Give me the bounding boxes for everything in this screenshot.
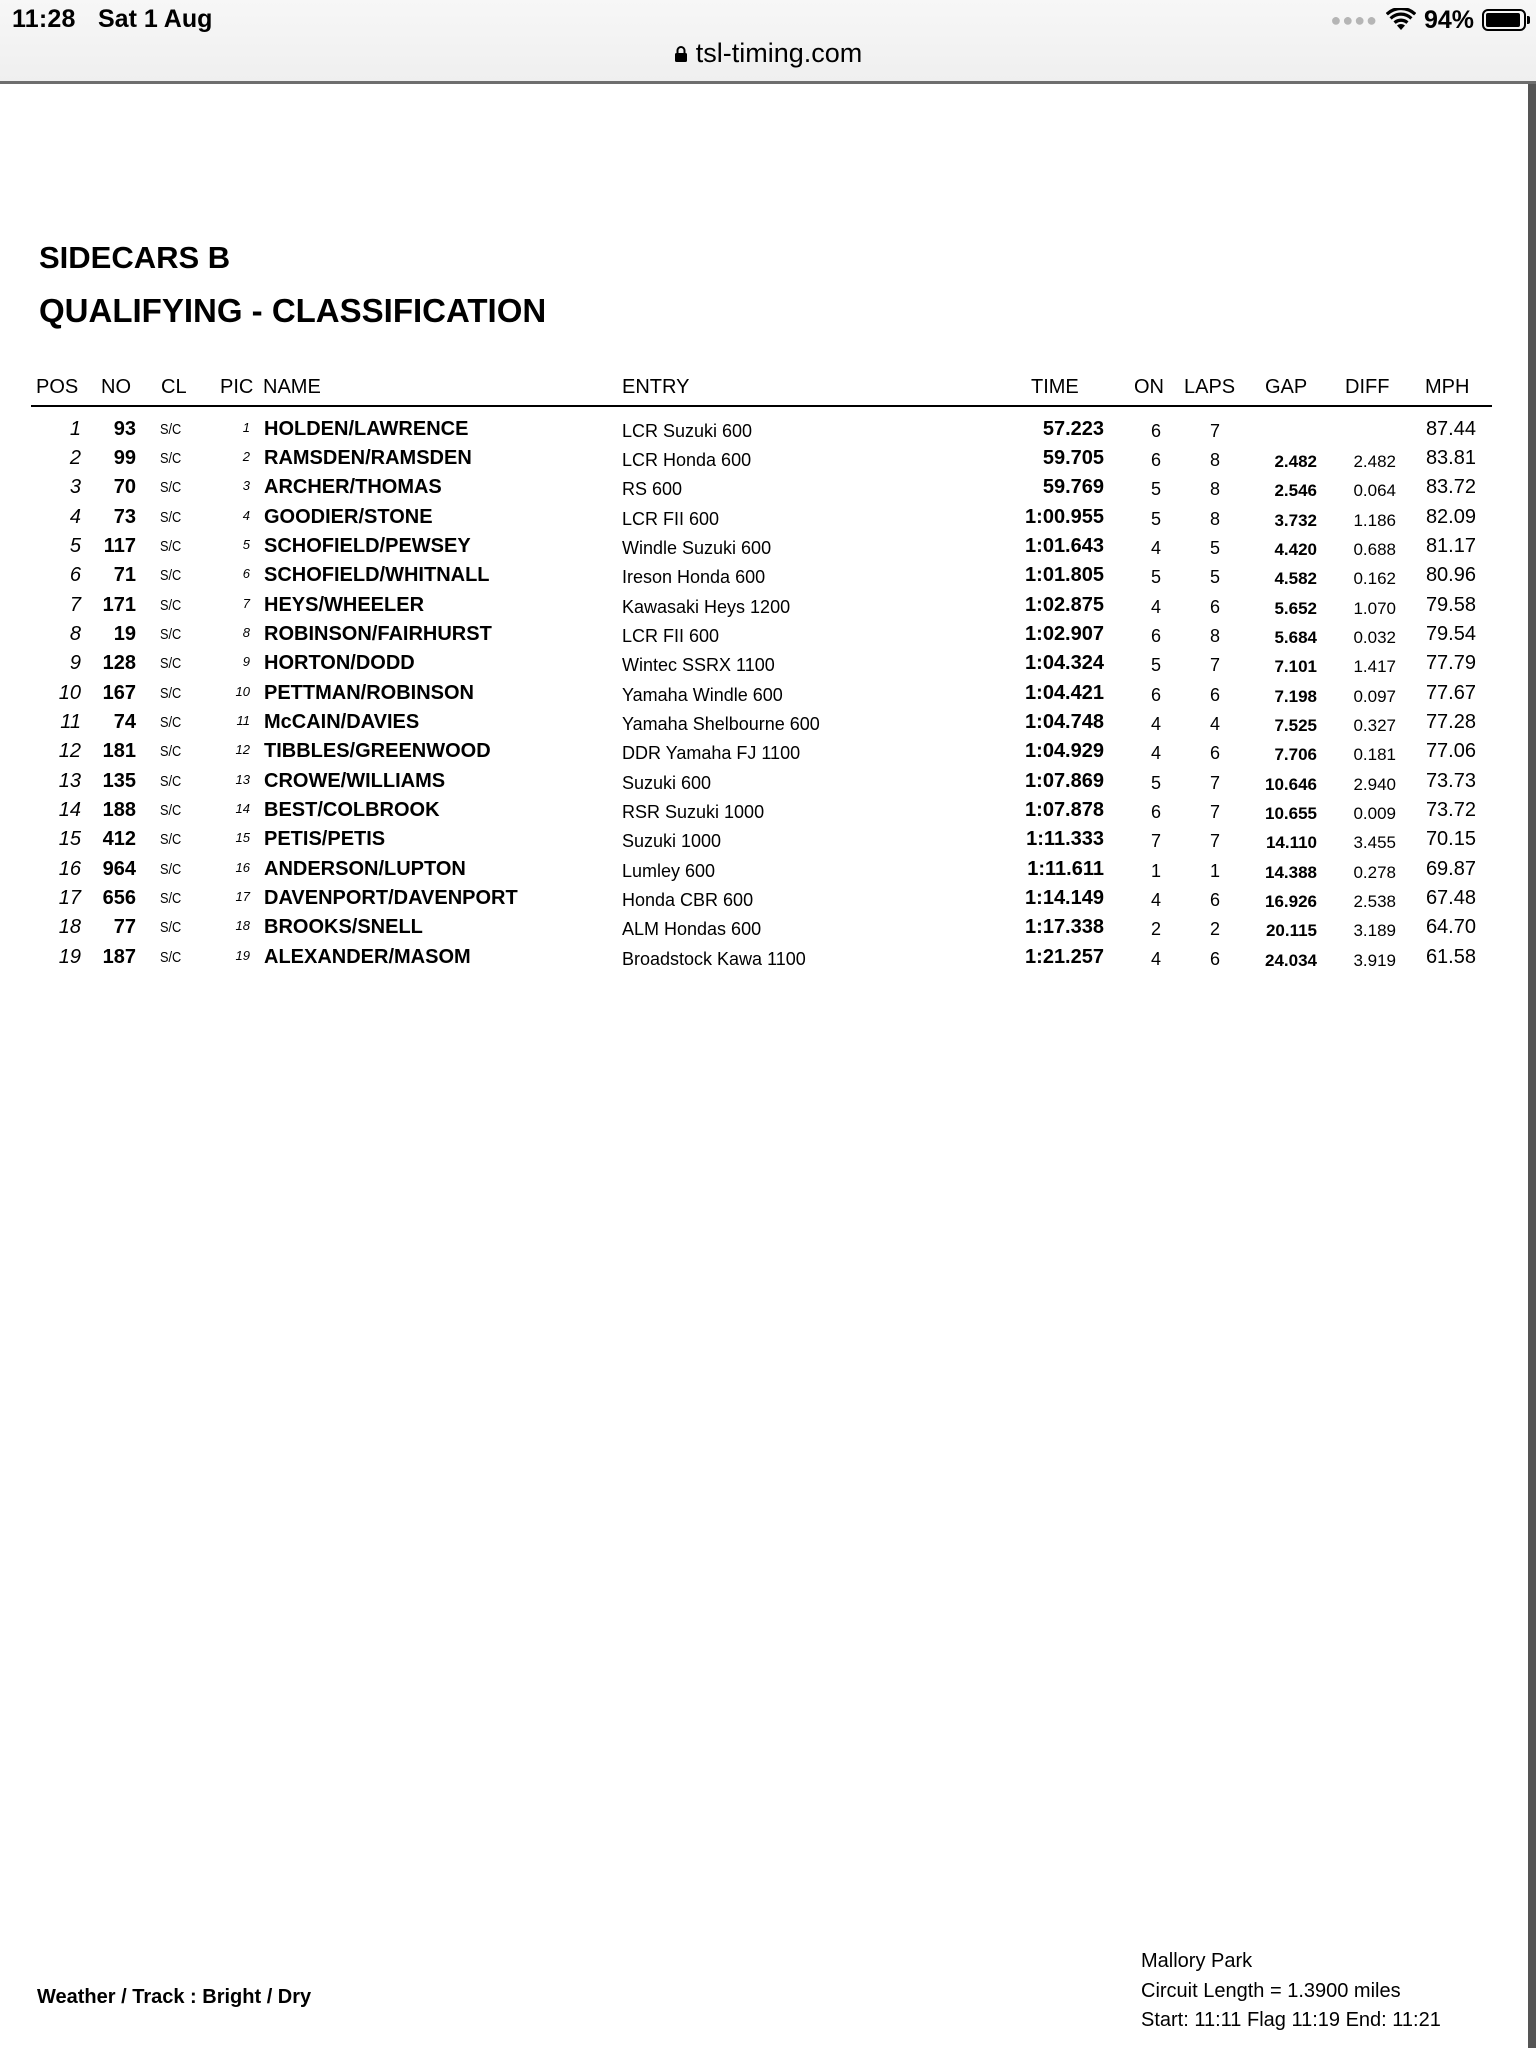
cell-mph: 67.48 [1425, 887, 1476, 909]
cell-mph: 69.87 [1425, 858, 1476, 880]
cell-laps: 4 [1209, 714, 1220, 734]
cell-mph: 79.54 [1425, 623, 1476, 645]
session-times: Start: 11:11 Flag 11:19 End: 11:21 [1141, 2009, 1441, 2031]
cell-diff: 1.070 [1353, 599, 1396, 618]
cell-mph: 77.67 [1425, 682, 1476, 704]
table-row [0, 825, 1536, 854]
cell-cl: S/C [160, 450, 182, 467]
cell-pic: 5 [242, 537, 250, 552]
cell-pic: 10 [235, 684, 250, 699]
cell-diff: 0.327 [1353, 716, 1396, 735]
cell-cl: S/C [160, 949, 182, 966]
cell-name: HORTON/DODD [264, 652, 415, 674]
wifi-icon [1386, 8, 1416, 32]
cell-pic: 3 [242, 478, 250, 493]
cell-pos: 19 [58, 946, 81, 968]
cell-mph: 73.73 [1425, 770, 1476, 792]
cell-cl: S/C [160, 421, 182, 438]
cell-name: BEST/COLBROOK [264, 799, 440, 821]
scrollbar[interactable] [1528, 84, 1536, 2048]
cell-on: 1 [1150, 861, 1161, 881]
cell-on: 4 [1150, 743, 1161, 763]
cell-on: 4 [1150, 538, 1161, 558]
cell-mph: 82.09 [1425, 506, 1476, 528]
table-row [0, 503, 1536, 532]
cell-no: 135 [102, 770, 136, 792]
battery-percent: 94% [1423, 5, 1474, 34]
url-text: tsl-timing.com [695, 38, 863, 68]
cell-pic: 2 [242, 449, 250, 464]
col-name: NAME [263, 376, 321, 398]
cell-pos: 9 [69, 652, 81, 674]
cell-gap: 5.684 [1274, 628, 1317, 647]
cell-cl: S/C [160, 714, 182, 731]
cell-name: McCAIN/DAVIES [264, 711, 420, 733]
table-row [0, 415, 1536, 444]
cell-laps: 7 [1209, 802, 1220, 822]
cell-gap: 4.582 [1274, 569, 1317, 588]
cell-gap: 2.482 [1274, 452, 1317, 471]
cell-entry: Yamaha Shelbourne 600 [622, 714, 820, 734]
status-time: 11:28 [12, 5, 76, 33]
cell-on: 6 [1150, 685, 1161, 705]
cell-mph: 80.96 [1425, 564, 1476, 586]
table-row [0, 473, 1536, 502]
cell-diff: 1.417 [1353, 657, 1396, 676]
cell-entry: LCR FII 600 [622, 626, 720, 646]
cell-time: 1:02.907 [1025, 623, 1104, 645]
cell-entry: Wintec SSRX 1100 [622, 655, 775, 675]
cell-pos: 3 [69, 476, 81, 498]
cell-entry: Kawasaki Heys 1200 [622, 597, 791, 617]
cell-pic: 16 [235, 860, 250, 875]
battery-icon [1482, 9, 1526, 31]
cell-name: RAMSDEN/RAMSDEN [264, 447, 472, 469]
cell-gap: 14.110 [1265, 833, 1317, 852]
cell-entry: RSR Suzuki 1000 [622, 802, 765, 822]
cell-cl: S/C [160, 538, 182, 555]
cell-entry: Lumley 600 [622, 861, 716, 881]
cell-diff: 0.162 [1353, 569, 1396, 588]
cell-pos: 10 [58, 682, 81, 704]
cell-laps: 8 [1209, 479, 1220, 499]
cell-diff: 0.032 [1353, 628, 1396, 647]
cell-mph: 61.58 [1425, 946, 1476, 968]
cell-pic: 8 [242, 625, 250, 640]
cell-time: 1:02.875 [1025, 594, 1104, 616]
cell-entry: LCR FII 600 [622, 509, 720, 529]
address-bar[interactable] [0, 38, 1536, 70]
cell-time: 1:11.611 [1027, 858, 1104, 880]
cell-name: ROBINSON/FAIRHURST [264, 623, 492, 645]
cell-entry: Suzuki 1000 [622, 831, 722, 851]
cell-gap: 2.546 [1274, 481, 1317, 500]
cell-pos: 4 [69, 506, 81, 528]
cell-name: BROOKS/SNELL [264, 916, 423, 938]
cell-cl: S/C [160, 655, 182, 672]
cell-pos: 8 [69, 623, 81, 645]
table-row [0, 943, 1536, 972]
cell-laps: 7 [1209, 421, 1220, 441]
cell-cl: S/C [160, 802, 182, 819]
cell-no: 656 [102, 887, 136, 909]
page-subtitle: QUALIFYING - CLASSIFICATION [39, 292, 547, 329]
venue: Mallory Park [1141, 1950, 1253, 1972]
cell-name: GOODIER/STONE [264, 506, 433, 528]
cell-on: 6 [1150, 626, 1161, 646]
cell-pic: 17 [235, 889, 250, 904]
cell-pos: 11 [60, 711, 81, 733]
cell-on: 6 [1150, 450, 1161, 470]
cell-no: 73 [113, 506, 136, 528]
circuit-length: Circuit Length = 1.3900 miles [1141, 1980, 1401, 2002]
cell-time: 57.223 [1042, 418, 1104, 440]
cell-gap: 7.706 [1274, 745, 1317, 764]
cell-time: 1:14.149 [1025, 887, 1104, 909]
cell-gap: 4.420 [1274, 540, 1317, 559]
cell-no: 171 [102, 594, 136, 616]
cell-laps: 5 [1209, 538, 1220, 558]
cell-laps: 7 [1209, 831, 1220, 851]
table-row [0, 913, 1536, 942]
cell-no: 188 [102, 799, 136, 821]
cell-diff: 0.278 [1353, 863, 1396, 882]
cell-on: 4 [1150, 890, 1161, 910]
table-row [0, 444, 1536, 473]
cell-on: 4 [1150, 949, 1161, 969]
cell-on: 5 [1150, 567, 1161, 587]
cell-laps: 7 [1209, 655, 1220, 675]
cell-pos: 5 [69, 535, 81, 557]
cell-no: 964 [102, 858, 136, 880]
cell-name: SCHOFIELD/PEWSEY [264, 535, 471, 557]
cell-no: 70 [113, 476, 136, 498]
cell-entry: Suzuki 600 [622, 773, 712, 793]
cell-time: 1:04.324 [1025, 652, 1104, 674]
cell-cl: S/C [160, 890, 182, 907]
cell-on: 2 [1150, 919, 1161, 939]
cell-gap: 20.115 [1265, 921, 1317, 940]
weather-track: Weather / Track : Bright / Dry [37, 1986, 312, 2008]
status-date: Sat 1 Aug [98, 5, 213, 33]
cell-diff: 1.186 [1353, 511, 1396, 530]
col-entry: ENTRY [622, 376, 690, 398]
cell-entry: Ireson Honda 600 [622, 567, 766, 587]
cell-pos: 13 [58, 770, 81, 792]
cell-time: 1:00.955 [1025, 506, 1104, 528]
header-divider [31, 405, 1492, 407]
cell-name: SCHOFIELD/WHITNALL [264, 564, 490, 586]
col-time: TIME [1031, 376, 1079, 398]
cell-pos: 18 [58, 916, 81, 938]
cell-pic: 19 [235, 948, 250, 963]
cell-pos: 12 [58, 740, 81, 762]
cell-name: HEYS/WHEELER [264, 594, 425, 616]
cell-pos: 7 [69, 594, 81, 616]
cell-no: 77 [113, 916, 136, 938]
cell-diff: 0.009 [1353, 804, 1396, 823]
cell-no: 187 [102, 946, 136, 968]
table-row [0, 679, 1536, 708]
cell-no: 128 [102, 652, 136, 674]
table-row [0, 884, 1536, 913]
cell-gap: 16.926 [1265, 892, 1317, 911]
cell-mph: 87.44 [1425, 418, 1476, 440]
col-diff: DIFF [1345, 376, 1390, 398]
cell-on: 6 [1150, 421, 1161, 441]
cell-laps: 8 [1209, 626, 1220, 646]
table-row [0, 796, 1536, 825]
cell-time: 1:07.878 [1025, 799, 1104, 821]
cell-gap: 14.388 [1265, 863, 1317, 882]
cell-gap: 7.525 [1274, 716, 1317, 735]
cell-cl: S/C [160, 861, 182, 878]
cellular-signal-icon: ●●●● [1330, 9, 1378, 30]
cell-diff: 2.538 [1353, 892, 1396, 911]
cell-pic: 15 [235, 830, 250, 845]
cell-cl: S/C [160, 597, 182, 614]
cell-no: 181 [102, 740, 136, 762]
table-row [0, 649, 1536, 678]
table-row [0, 737, 1536, 766]
lock-icon [674, 39, 688, 70]
cell-pos: 14 [58, 799, 81, 821]
cell-pic: 12 [235, 742, 250, 757]
cell-pic: 6 [242, 566, 250, 581]
cell-cl: S/C [160, 626, 182, 643]
status-icons [1330, 4, 1526, 36]
col-laps: LAPS [1184, 376, 1236, 398]
cell-time: 1:17.338 [1025, 916, 1104, 938]
cell-time: 1:07.869 [1025, 770, 1104, 792]
cell-no: 117 [103, 535, 136, 557]
cell-pic: 9 [242, 654, 250, 669]
cell-on: 4 [1150, 714, 1161, 734]
table-row [0, 591, 1536, 620]
cell-gap: 3.732 [1274, 511, 1317, 530]
cell-entry: DDR Yamaha FJ 1100 [622, 743, 801, 763]
cell-laps: 2 [1209, 919, 1220, 939]
cell-pic: 11 [236, 713, 250, 728]
cell-pos: 6 [69, 564, 81, 586]
cell-name: TIBBLES/GREENWOOD [264, 740, 491, 762]
cell-mph: 70.15 [1425, 828, 1476, 850]
cell-laps: 6 [1209, 743, 1220, 763]
cell-time: 1:04.748 [1025, 711, 1104, 733]
cell-cl: S/C [160, 831, 182, 848]
cell-gap: 7.198 [1274, 687, 1317, 706]
cell-diff: 0.064 [1353, 481, 1396, 500]
cell-laps: 6 [1209, 597, 1220, 617]
browser-chrome [0, 0, 1536, 84]
cell-on: 6 [1150, 802, 1161, 822]
cell-laps: 6 [1209, 949, 1220, 969]
cell-laps: 8 [1209, 509, 1220, 529]
table-row [0, 561, 1536, 590]
cell-name: ANDERSON/LUPTON [264, 858, 466, 880]
cell-diff: 2.482 [1353, 452, 1396, 471]
cell-diff: 0.181 [1353, 745, 1396, 764]
cell-gap: 7.101 [1274, 657, 1317, 676]
cell-mph: 77.79 [1425, 652, 1476, 674]
table-row [0, 532, 1536, 561]
cell-time: 1:01.643 [1025, 535, 1104, 557]
cell-pos: 1 [69, 418, 81, 440]
cell-diff: 3.919 [1353, 951, 1396, 970]
cell-on: 7 [1150, 831, 1161, 851]
cell-diff: 0.097 [1353, 687, 1396, 706]
cell-laps: 7 [1209, 773, 1220, 793]
table-row [0, 855, 1536, 884]
col-mph: MPH [1425, 376, 1470, 398]
cell-laps: 6 [1209, 890, 1220, 910]
cell-on: 5 [1150, 509, 1161, 529]
cell-name: PETTMAN/ROBINSON [264, 682, 474, 704]
cell-laps: 5 [1209, 567, 1220, 587]
cell-cl: S/C [160, 479, 182, 496]
cell-mph: 79.58 [1425, 594, 1476, 616]
col-pic: PIC [220, 376, 254, 398]
cell-mph: 83.81 [1425, 447, 1476, 469]
cell-entry: ALM Hondas 600 [622, 919, 762, 939]
cell-no: 93 [113, 418, 136, 440]
cell-entry: RS 600 [622, 479, 683, 499]
cell-name: ALEXANDER/MASOM [264, 946, 471, 968]
cell-mph: 77.28 [1425, 711, 1476, 733]
col-pos: POS [36, 376, 79, 398]
cell-on: 5 [1150, 479, 1161, 499]
cell-no: 19 [113, 623, 136, 645]
cell-no: 99 [113, 447, 136, 469]
cell-no: 167 [102, 682, 136, 704]
cell-entry: LCR Honda 600 [622, 450, 752, 470]
cell-pos: 2 [69, 447, 81, 469]
cell-gap: 10.655 [1265, 804, 1317, 823]
cell-pic: 14 [235, 801, 250, 816]
col-gap: GAP [1265, 376, 1308, 398]
cell-mph: 73.72 [1425, 799, 1476, 821]
cell-laps: 8 [1209, 450, 1220, 470]
cell-pos: 15 [58, 828, 81, 850]
page-title: SIDECARS B [39, 240, 231, 275]
table-row [0, 620, 1536, 649]
cell-mph: 81.17 [1425, 535, 1476, 557]
cell-time: 1:11.333 [1026, 828, 1104, 850]
cell-diff: 2.940 [1353, 775, 1396, 794]
cell-cl: S/C [160, 685, 182, 702]
cell-time: 1:01.805 [1025, 564, 1104, 586]
cell-pic: 7 [242, 596, 250, 611]
cell-name: DAVENPORT/DAVENPORT [264, 887, 518, 909]
cell-entry: Yamaha Windle 600 [622, 685, 783, 705]
cell-cl: S/C [160, 509, 182, 526]
cell-gap: 24.034 [1265, 951, 1317, 970]
col-on: ON [1134, 376, 1164, 398]
cell-name: HOLDEN/LAWRENCE [264, 418, 469, 440]
col-no: NO [101, 376, 131, 398]
cell-time: 59.705 [1042, 447, 1104, 469]
cell-no: 71 [113, 564, 136, 586]
cell-entry: Windle Suzuki 600 [622, 538, 772, 558]
table-row [0, 767, 1536, 796]
cell-laps: 6 [1209, 685, 1220, 705]
cell-on: 5 [1150, 773, 1161, 793]
cell-gap: 5.652 [1274, 599, 1317, 618]
cell-pic: 1 [242, 420, 250, 435]
cell-time: 1:21.257 [1025, 946, 1104, 968]
cell-no: 74 [113, 711, 136, 733]
cell-no: 412 [102, 828, 136, 850]
cell-pic: 18 [235, 918, 250, 933]
cell-entry: Honda CBR 600 [622, 890, 754, 910]
cell-pos: 17 [58, 887, 81, 909]
cell-mph: 83.72 [1425, 476, 1476, 498]
cell-cl: S/C [160, 743, 182, 760]
cell-cl: S/C [160, 567, 182, 584]
cell-name: PETIS/PETIS [264, 828, 386, 850]
cell-pos: 16 [58, 858, 81, 880]
cell-on: 5 [1150, 655, 1161, 675]
cell-name: CROWE/WILLIAMS [264, 770, 446, 792]
cell-time: 1:04.929 [1025, 740, 1104, 762]
cell-mph: 77.06 [1425, 740, 1476, 762]
cell-name: ARCHER/THOMAS [264, 476, 442, 498]
cell-entry: Broadstock Kawa 1100 [622, 949, 806, 969]
cell-pic: 13 [235, 772, 250, 787]
cell-mph: 64.70 [1425, 916, 1476, 938]
cell-pic: 4 [242, 508, 250, 523]
cell-laps: 1 [1209, 861, 1220, 881]
cell-time: 1:04.421 [1025, 682, 1104, 704]
cell-cl: S/C [160, 773, 182, 790]
cell-diff: 3.455 [1353, 833, 1396, 852]
cell-gap: 10.646 [1265, 775, 1317, 794]
col-cl: CL [161, 376, 187, 398]
table-row [0, 708, 1536, 737]
cell-time: 59.769 [1042, 476, 1104, 498]
cell-entry: LCR Suzuki 600 [622, 421, 753, 441]
cell-diff: 3.189 [1353, 921, 1396, 940]
cell-cl: S/C [160, 919, 182, 936]
cell-diff: 0.688 [1353, 540, 1396, 559]
cell-on: 4 [1150, 597, 1161, 617]
